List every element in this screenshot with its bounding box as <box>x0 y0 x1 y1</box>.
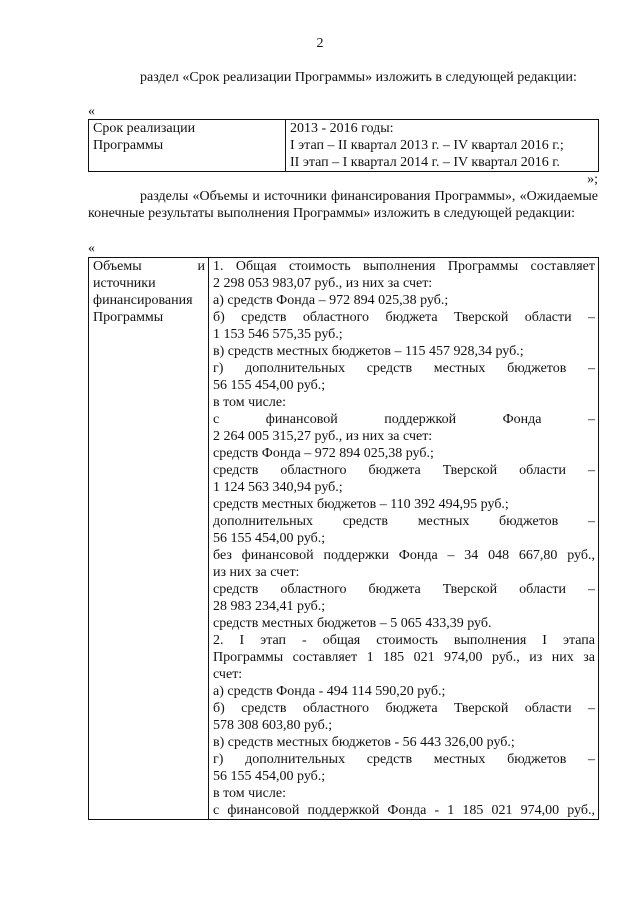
table-row <box>89 258 599 820</box>
cell-text-line: 578 308 603,80 руб.; <box>213 718 333 733</box>
cell-text-line: средств местных бюджетов – 5 065 433,39 руб. <box>213 616 492 631</box>
cell-text-line: с финансовой поддержкой Фонда - 1 185 021 974,00 руб., <box>213 803 595 818</box>
intro-paragraph-1-text: раздел «Срок реализации Программы» изложить в следующей редакции: <box>140 70 577 85</box>
program-period-table <box>88 119 599 172</box>
cell-text-line: 2 298 053 983,07 руб., из них за счет: <box>213 276 433 291</box>
open-quote-1: « <box>88 104 95 119</box>
program-period-label-cell <box>89 120 286 172</box>
cell-text-line: б) средств областного бюджета Тверской области – <box>213 701 595 716</box>
cell-text-line: в том числе: <box>213 786 286 801</box>
cell-text-line: г) дополнительных средств местных бюджетов – <box>213 361 595 376</box>
cell-text-line: 56 155 454,00 руб.; <box>213 769 326 784</box>
cell-text-line: 28 983 234,41 руб.; <box>213 599 326 614</box>
funding-value-cell <box>209 258 599 820</box>
intro-paragraph-2 <box>88 188 598 222</box>
cell-text-line: с финансовой поддержкой Фонда – <box>213 412 595 427</box>
cell-text-line: Программы <box>93 138 164 153</box>
cell-text-line: г) дополнительных средств местных бюджетов – <box>213 752 595 767</box>
cell-text-line: 2 264 005 315,27 руб., из них за счет: <box>213 429 433 444</box>
open-quote-2: « <box>88 241 95 256</box>
cell-text-line: 1 153 546 575,35 руб.; <box>213 327 343 342</box>
cell-text-line: счет: <box>213 667 243 682</box>
cell-text-line: Срок реализации <box>93 121 196 136</box>
cell-text-line: Программы составляет 1 185 021 974,00 руб., из них за <box>213 650 595 665</box>
cell-text-line: в том числе: <box>213 395 286 410</box>
cell-text-line: 56 155 454,00 руб.; <box>213 531 326 546</box>
cell-text-line: в) средств местных бюджетов - 56 443 326,00 руб.; <box>213 735 515 750</box>
cell-text-line: 1. Общая стоимость выполнения Программы составляет <box>213 259 595 274</box>
cell-text-line: Объемы и <box>93 259 205 274</box>
cell-text-line: из них за счет: <box>213 565 300 580</box>
cell-text-line: 56 155 454,00 руб.; <box>213 378 326 393</box>
cell-text-line: средств областного бюджета Тверской области – <box>213 463 595 478</box>
cell-text-line: финансирования <box>93 293 193 308</box>
intro-paragraph-1 <box>88 69 598 86</box>
funding-table <box>88 257 599 820</box>
funding-label-cell <box>89 258 209 820</box>
cell-text-line: I этап – II квартал 2013 г. – IV квартал 2016 г.; <box>290 138 564 153</box>
cell-text-line: в) средств местных бюджетов – 115 457 928,34 руб.; <box>213 344 524 359</box>
cell-text-line: дополнительных средств местных бюджетов – <box>213 514 595 529</box>
table-row <box>89 120 599 172</box>
cell-text-line: без финансовой поддержки Фонда – 34 048 667,80 руб., <box>213 548 595 563</box>
cell-text-line: средств Фонда – 972 894 025,38 руб.; <box>213 446 434 461</box>
intro-paragraph-2-text: разделы «Объемы и источники финансирования Программы», «Ожидаемые конечные результаты выполнения Программы» изложить в следующей редакции: <box>88 189 598 221</box>
cell-text-line: Программы <box>93 310 164 325</box>
cell-text-line: а) средств Фонда – 972 894 025,38 руб.; <box>213 293 449 308</box>
cell-text-line: 1 124 563 340,94 руб.; <box>213 480 343 495</box>
cell-text-line: средств местных бюджетов – 110 392 494,95 руб.; <box>213 497 509 512</box>
cell-text-line: б) средств областного бюджета Тверской области – <box>213 310 595 325</box>
program-period-value-cell <box>286 120 599 172</box>
cell-text-line: а) средств Фонда - 494 114 590,20 руб.; <box>213 684 446 699</box>
cell-text-line: 2. I этап - общая стоимость выполнения I этапа <box>213 633 595 648</box>
cell-text-line: II этап – I квартал 2014 г. – IV квартал 2016 г. <box>290 155 560 170</box>
cell-text-line: 2013 - 2016 годы: <box>290 121 394 136</box>
cell-text-line: источники <box>93 276 156 291</box>
cell-text-line: средств областного бюджета Тверской области – <box>213 582 595 597</box>
close-quote-1: »; <box>587 172 598 187</box>
page-number: 2 <box>316 36 324 51</box>
